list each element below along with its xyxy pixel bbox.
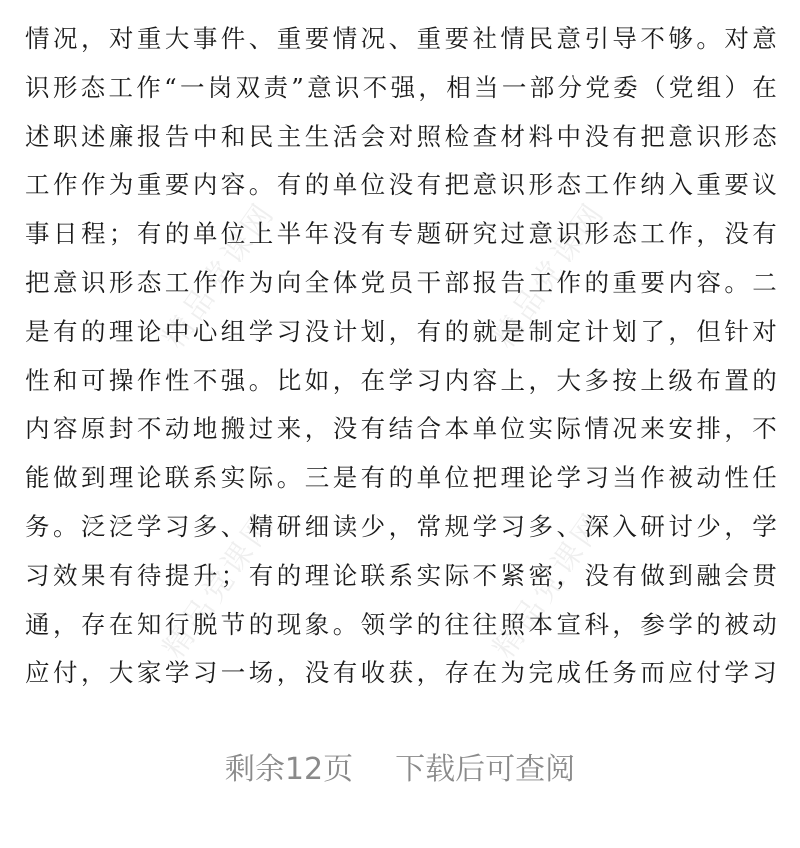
text-line: 述职述廉报告中和民主生活会对照检查材料中没有把意识形态 [25, 121, 777, 151]
text-line: 应付，大家学习一场，没有收获，存在为完成任务而应付学习 [25, 658, 777, 688]
text-line: 能做到理论联系实际。三是有的单位把理论学习当作被动性任 [25, 463, 777, 493]
remaining-pages-count: 剩余12页 [224, 752, 354, 787]
text-line: 事日程；有的单位上半年没有专题研究过意识形态工作，没有 [25, 219, 777, 249]
document-text [25, 15, 777, 698]
text-line: 识形态工作“一岗双责”意识不强，相当一部分党委（党组）在 [25, 72, 777, 102]
download-hint: 下载后可查阅 [395, 752, 576, 787]
watermark: 精品党课网 [486, 195, 613, 355]
text-line: 通，存在知行脱节的现象。领学的往往照本宣科，参学的被动 [25, 609, 777, 639]
text-line: 内容原封不动地搬过来，没有结合本单位实际情况来安排，不 [25, 414, 777, 444]
text-line: 习效果有待提升；有的理论联系实际不紧密，没有做到融会贯 [25, 560, 777, 590]
text-line: 工作作为重要内容。有的单位没有把意识形态工作纳入重要议 [25, 170, 777, 200]
text-line: 是有的理论中心组学习没计划，有的就是制定计划了，但针对 [25, 316, 777, 346]
text-line: 情况，对重大事件、重要情况、重要社情民意引导不够。对意 [25, 24, 777, 53]
text-line: 把意识形态工作作为向全体党员干部报告工作的重要内容。二 [25, 267, 777, 297]
watermark: 精品党课网 [156, 505, 283, 665]
text-line: 性和可操作性不强。比如，在学习内容上，大多按上级布置的 [25, 365, 777, 395]
text-line: 务。泛泛学习多、精研细读少，常规学习多、深入研讨少，学 [25, 511, 777, 541]
watermark: 精品党课网 [486, 505, 613, 665]
remaining-pages-banner[interactable] [0, 740, 800, 800]
watermark: 精品党课网 [156, 195, 283, 355]
